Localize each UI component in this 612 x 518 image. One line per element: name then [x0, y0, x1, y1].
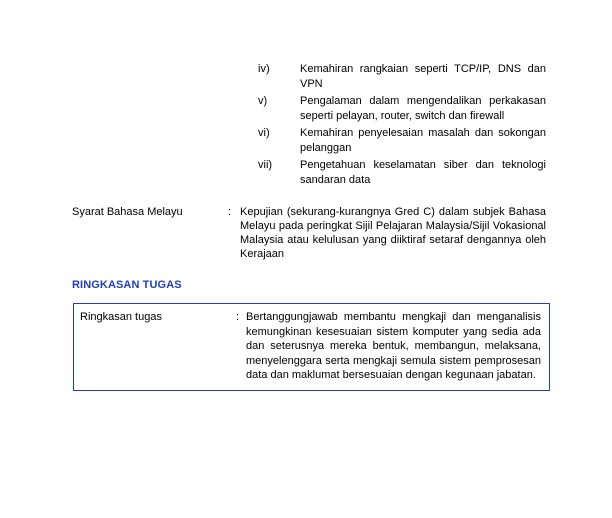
section-heading: RINGKASAN TUGAS	[72, 279, 182, 291]
separator-colon: :	[228, 206, 232, 218]
language-requirement-row	[72, 205, 546, 261]
list-item-text: Pengalaman dalam mengendalikan perkakasan seperti pelayan, router, switch dan firewall	[300, 95, 546, 122]
duty-summary-row	[80, 310, 541, 383]
list-item-text: Kemahiran rangkaian seperti TCP/IP, DNS dan VPN	[300, 63, 546, 90]
list-item-number: vi)	[258, 127, 270, 139]
list-item-text: Pengetahuan keselamatan siber dan teknologi sandaran data	[300, 159, 546, 186]
duty-summary-box	[73, 303, 550, 391]
requirements-sublist	[258, 62, 546, 190]
list-item	[258, 158, 546, 188]
separator-colon: :	[236, 311, 240, 323]
list-item	[258, 126, 546, 156]
list-item-text: Kemahiran penyelesaian masalah dan sokongan pelanggan	[300, 127, 546, 154]
list-item-number: iv)	[258, 63, 270, 75]
list-item	[258, 62, 546, 92]
language-requirement-text: Kepujian (sekurang-kurangnya Gred C) dalam subjek Bahasa Melayu pada peringkat Sijil Pelajaran Malaysia/Sijil Vokasional Malaysia atau kelulusan yang diiktiraf setaraf dengannya oleh Kerajaan	[240, 206, 546, 260]
list-item-number: vii)	[258, 159, 273, 171]
duty-summary-text: Bertanggungjawab membantu mengkaji dan menganalisis kemungkinan kesesuaian sistem komputer yang sedia ada dan seterusnya mereka bentuk, membangun, melaksana, menyelenggara serta mengkaji semula sistem pemprosesan data dan maklumat bersesuaian dengan kegunaan jabatan.	[246, 311, 541, 381]
list-item	[258, 94, 546, 124]
language-requirement-label: Syarat Bahasa Melayu	[72, 206, 183, 218]
duty-summary-label: Ringkasan tugas	[80, 311, 162, 323]
list-item-number: v)	[258, 95, 268, 107]
